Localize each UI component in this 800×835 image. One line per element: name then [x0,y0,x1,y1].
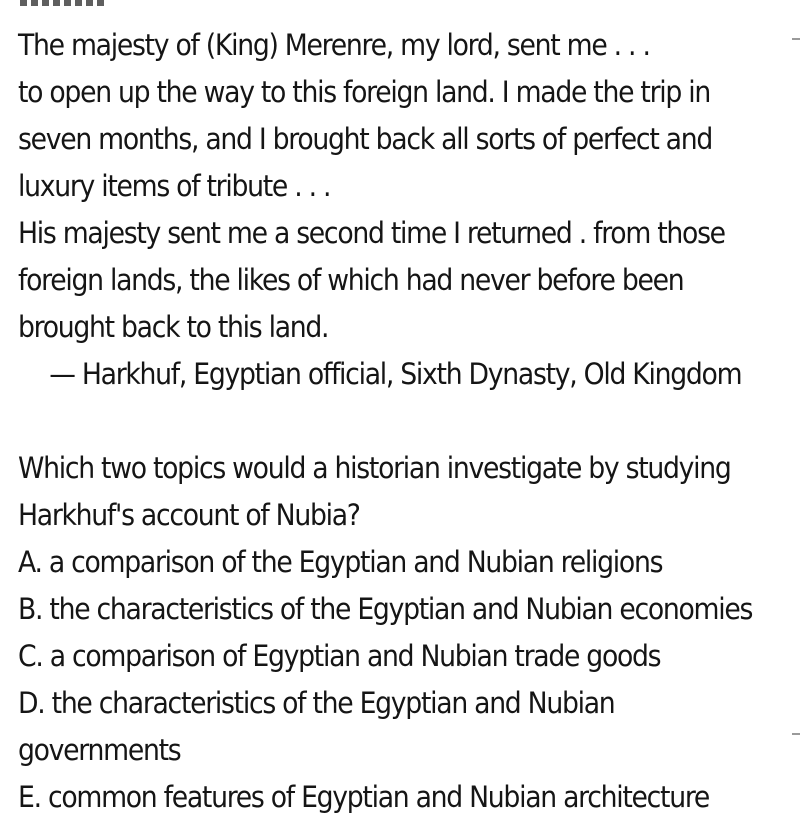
passage-line: luxury items of tribute . . . [18,169,331,203]
answer-option-a: A. a comparison of the Egyptian and Nubian religions [18,545,663,579]
question-line: Which two topics would a historian investigate by studying [18,451,731,485]
passage-attribution: — Harkhuf, Egyptian official, Sixth Dynasty, Old Kingdom [49,357,742,391]
passage-line: brought back to this land. [18,310,329,344]
passage-line: The majesty of (King) Merenre, my lord, sent me . . . [18,28,650,62]
question-block [18,445,788,821]
cropped-text-fragment [20,0,104,6]
passage-line: to open up the way to this foreign land. I made the trip in [18,75,710,109]
passage-line: seven months, and I brought back all sorts of perfect and [18,122,713,156]
worksheet-document [18,22,788,821]
primary-source-passage [18,22,788,398]
answer-option-e: E. common features of Egyptian and Nubian architecture [18,780,710,814]
answer-option-d-continuation: governments [18,733,181,767]
answer-option-c: C. a comparison of Egyptian and Nubian trade goods [18,639,661,673]
answer-option-d: D. the characteristics of the Egyptian and Nubian [18,686,615,720]
passage-line: His majesty sent me a second time I returned . from those [18,216,725,250]
answer-option-b: B. the characteristics of the Egyptian and Nubian economies [18,592,753,626]
question-line: Harkhuf's account of Nubia? [18,498,360,532]
section-spacer [18,398,788,445]
passage-line: foreign lands, the likes of which had never before been [18,263,684,297]
right-edge-mark [792,38,800,40]
right-edge-mark [792,733,800,735]
